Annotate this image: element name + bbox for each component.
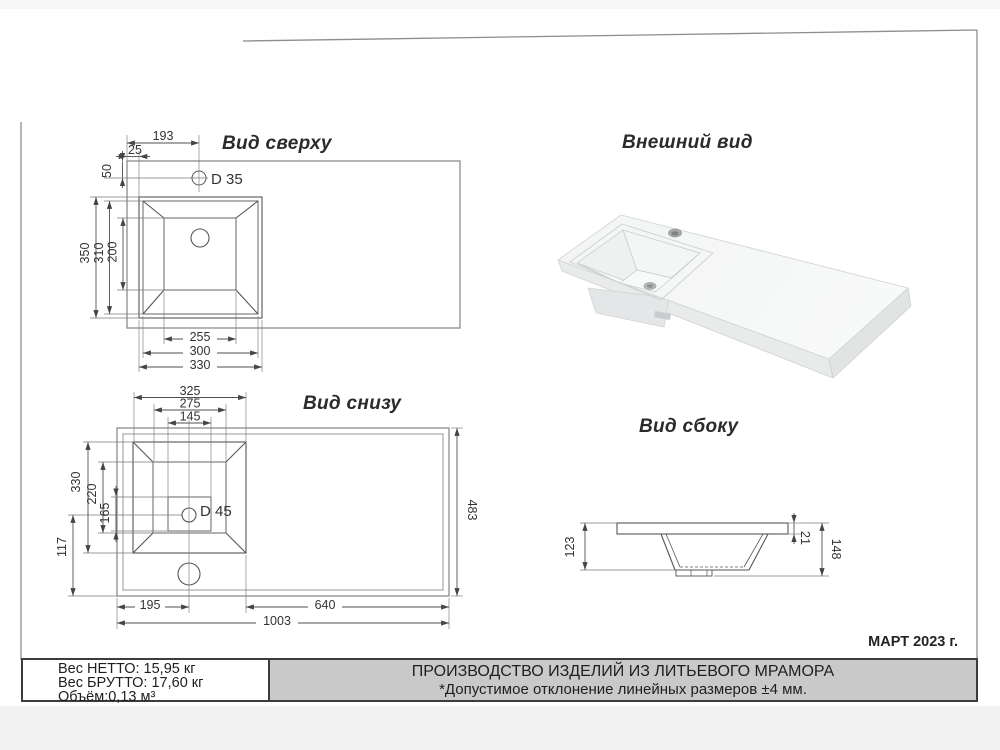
top-dim-25: 25 xyxy=(128,143,142,157)
bottom-dim-640: 640 xyxy=(314,598,336,612)
top-view-countertop-outline xyxy=(127,161,460,328)
side-view-drain-stub xyxy=(676,570,712,576)
bottom-view xyxy=(55,384,479,629)
top-dim-300: 300 xyxy=(189,344,211,358)
bottom-dim-1003: 1003 xyxy=(263,614,291,628)
bottom-dim-483: 483 xyxy=(465,499,479,521)
faucet-hole-diameter-label: D 35 xyxy=(211,171,243,188)
side-view-dimension-labels xyxy=(563,531,843,559)
top-view-dimension-labels xyxy=(78,129,243,372)
render-faucet-hole xyxy=(669,229,682,237)
bottom-dim-330: 330 xyxy=(69,471,83,493)
top-view-title: Вид сверху xyxy=(222,133,332,154)
top-view-drain-hole xyxy=(191,229,209,247)
bottom-view-countertop-outline xyxy=(117,428,449,596)
top-dim-200: 200 xyxy=(105,241,120,263)
side-dim-21: 21 xyxy=(798,531,812,545)
footer-weights-box xyxy=(21,658,270,705)
bottom-dim-195: 195 xyxy=(139,598,161,612)
top-dim-193: 193 xyxy=(152,129,174,143)
top-view xyxy=(78,129,460,372)
bottom-dim-117: 117 xyxy=(55,537,69,557)
external-view-title: Внешний вид xyxy=(622,132,753,153)
tolerance-note: *Допустимое отклонение линейных размеров ±4 мм. xyxy=(439,681,807,698)
weight-gross: Вес БРУТТО: 17,60 кг xyxy=(58,675,204,691)
bottom-dim-165: 165 xyxy=(98,502,112,524)
bottom-view-title: Вид снизу xyxy=(303,393,402,414)
footer-production-box xyxy=(268,658,978,702)
side-view-profile xyxy=(617,523,788,576)
weight-net: Вес НЕТТО: 15,95 кг xyxy=(58,661,196,677)
top-dim-255: 255 xyxy=(189,330,211,344)
external-view-render xyxy=(558,215,911,378)
bottom-drain-diameter-label: D 45 xyxy=(200,503,232,520)
bottom-view-dimension-labels xyxy=(55,384,479,628)
bottom-dim-145: 145 xyxy=(179,409,201,424)
top-view-sink xyxy=(139,197,262,318)
bottom-dim-325: 325 xyxy=(179,384,201,398)
bottom-dim-220: 220 xyxy=(85,483,99,505)
side-view xyxy=(563,513,843,576)
top-dim-310: 310 xyxy=(92,242,106,264)
bottom-dim-275: 275 xyxy=(179,396,201,411)
bottom-view-dimension-lines xyxy=(73,398,457,624)
top-dim-50: 50 xyxy=(100,164,114,178)
volume: Объём:0,13 м³ xyxy=(58,689,156,705)
top-dim-330: 330 xyxy=(189,358,211,372)
side-dim-148: 148 xyxy=(829,538,843,560)
top-dim-350: 350 xyxy=(78,242,92,264)
side-view-title: Вид сбоку xyxy=(639,416,739,437)
production-title: ПРОИЗВОДСТВО ИЗДЕЛИЙ ИЗ ЛИТЬЕВОГО МРАМОРА xyxy=(411,663,835,680)
side-dim-123: 123 xyxy=(563,536,577,558)
date-note: МАРТ 2023 г. xyxy=(868,634,958,650)
